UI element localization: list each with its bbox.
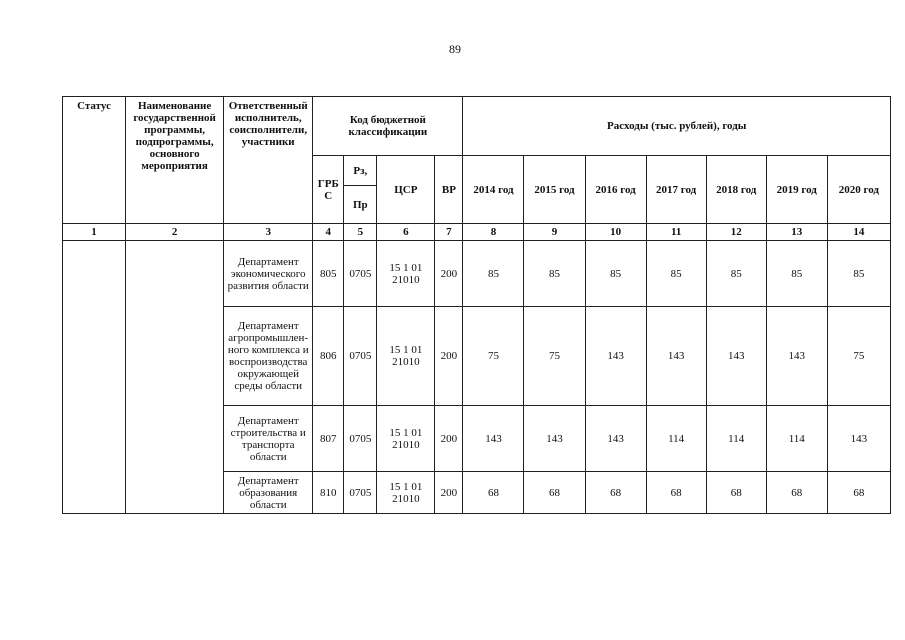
value-cell: 143 — [766, 307, 827, 406]
column-number: 1 — [63, 224, 126, 241]
value-cell: 85 — [706, 241, 766, 307]
header-vr: ВР — [435, 156, 463, 224]
value-cell: 68 — [524, 472, 585, 514]
value-cell: 143 — [706, 307, 766, 406]
value-cell: 68 — [585, 472, 646, 514]
header-year-2017: 2017 год — [646, 156, 706, 224]
value-cell: 75 — [524, 307, 585, 406]
header-program-name: Наименование государственной программы, подпрограммы, основного мероприятия — [126, 97, 224, 224]
header-grbs: ГРБ С — [313, 156, 344, 224]
value-cell: 68 — [463, 472, 524, 514]
program-name-cell — [126, 241, 224, 514]
value-cell: 143 — [646, 307, 706, 406]
value-cell: 114 — [706, 406, 766, 472]
column-number: 2 — [126, 224, 224, 241]
value-cell: 85 — [827, 241, 890, 307]
header-pr: Пр — [344, 186, 377, 224]
budget-expenses-table — [62, 96, 891, 514]
rzpr-cell: 0705 — [344, 472, 377, 514]
header-year-2014: 2014 год — [463, 156, 524, 224]
table-row — [63, 241, 891, 307]
column-number: 7 — [435, 224, 463, 241]
rzpr-cell: 0705 — [344, 406, 377, 472]
rzpr-cell: 0705 — [344, 241, 377, 307]
value-cell: 68 — [766, 472, 827, 514]
executor-cell: Департамент агропромышлен-ного комплекса и воспроизводства окружающей среды области — [224, 307, 313, 406]
column-number: 12 — [706, 224, 766, 241]
vr-cell: 200 — [435, 241, 463, 307]
header-executor: Ответственный исполнитель, соисполнители, участники — [224, 97, 313, 224]
value-cell: 75 — [463, 307, 524, 406]
column-number: 6 — [377, 224, 435, 241]
header-csr: ЦСР — [377, 156, 435, 224]
executor-cell: Департамент образования области — [224, 472, 313, 514]
column-number: 4 — [313, 224, 344, 241]
value-cell: 85 — [585, 241, 646, 307]
page-number: 89 — [449, 42, 461, 56]
value-cell: 85 — [766, 241, 827, 307]
value-cell: 114 — [766, 406, 827, 472]
value-cell: 85 — [524, 241, 585, 307]
header-budget-code: Код бюджетной классификации — [313, 97, 463, 156]
column-number: 14 — [827, 224, 890, 241]
value-cell: 114 — [646, 406, 706, 472]
csr-cell: 15 1 01 21010 — [377, 307, 435, 406]
grbs-cell: 807 — [313, 406, 344, 472]
csr-cell: 15 1 01 21010 — [377, 241, 435, 307]
value-cell: 143 — [827, 406, 890, 472]
header-year-2015: 2015 год — [524, 156, 585, 224]
value-cell: 143 — [585, 307, 646, 406]
value-cell: 85 — [646, 241, 706, 307]
grbs-cell: 810 — [313, 472, 344, 514]
column-number: 13 — [766, 224, 827, 241]
grbs-cell: 806 — [313, 307, 344, 406]
rzpr-cell: 0705 — [344, 307, 377, 406]
header-status: Статус — [63, 97, 126, 224]
column-number: 5 — [344, 224, 377, 241]
csr-cell: 15 1 01 21010 — [377, 472, 435, 514]
value-cell: 143 — [585, 406, 646, 472]
header-year-2018: 2018 год — [706, 156, 766, 224]
column-number: 9 — [524, 224, 585, 241]
column-number: 3 — [224, 224, 313, 241]
value-cell: 68 — [646, 472, 706, 514]
executor-cell: Департамент строительства и транспорта области — [224, 406, 313, 472]
header-year-2019: 2019 год — [766, 156, 827, 224]
executor-cell: Департамент экономического развития области — [224, 241, 313, 307]
value-cell: 68 — [706, 472, 766, 514]
csr-cell: 15 1 01 21010 — [377, 406, 435, 472]
vr-cell: 200 — [435, 472, 463, 514]
value-cell: 85 — [463, 241, 524, 307]
header-expenses: Расходы (тыс. рублей), годы — [463, 97, 891, 156]
column-number: 10 — [585, 224, 646, 241]
value-cell: 143 — [524, 406, 585, 472]
header-year-2020: 2020 год — [827, 156, 890, 224]
vr-cell: 200 — [435, 406, 463, 472]
value-cell: 68 — [827, 472, 890, 514]
status-cell — [63, 241, 126, 514]
header-year-2016: 2016 год — [585, 156, 646, 224]
value-cell: 143 — [463, 406, 524, 472]
value-cell: 75 — [827, 307, 890, 406]
column-number: 11 — [646, 224, 706, 241]
header-rz: Рз, — [344, 156, 377, 186]
column-number: 8 — [463, 224, 524, 241]
grbs-cell: 805 — [313, 241, 344, 307]
vr-cell: 200 — [435, 307, 463, 406]
